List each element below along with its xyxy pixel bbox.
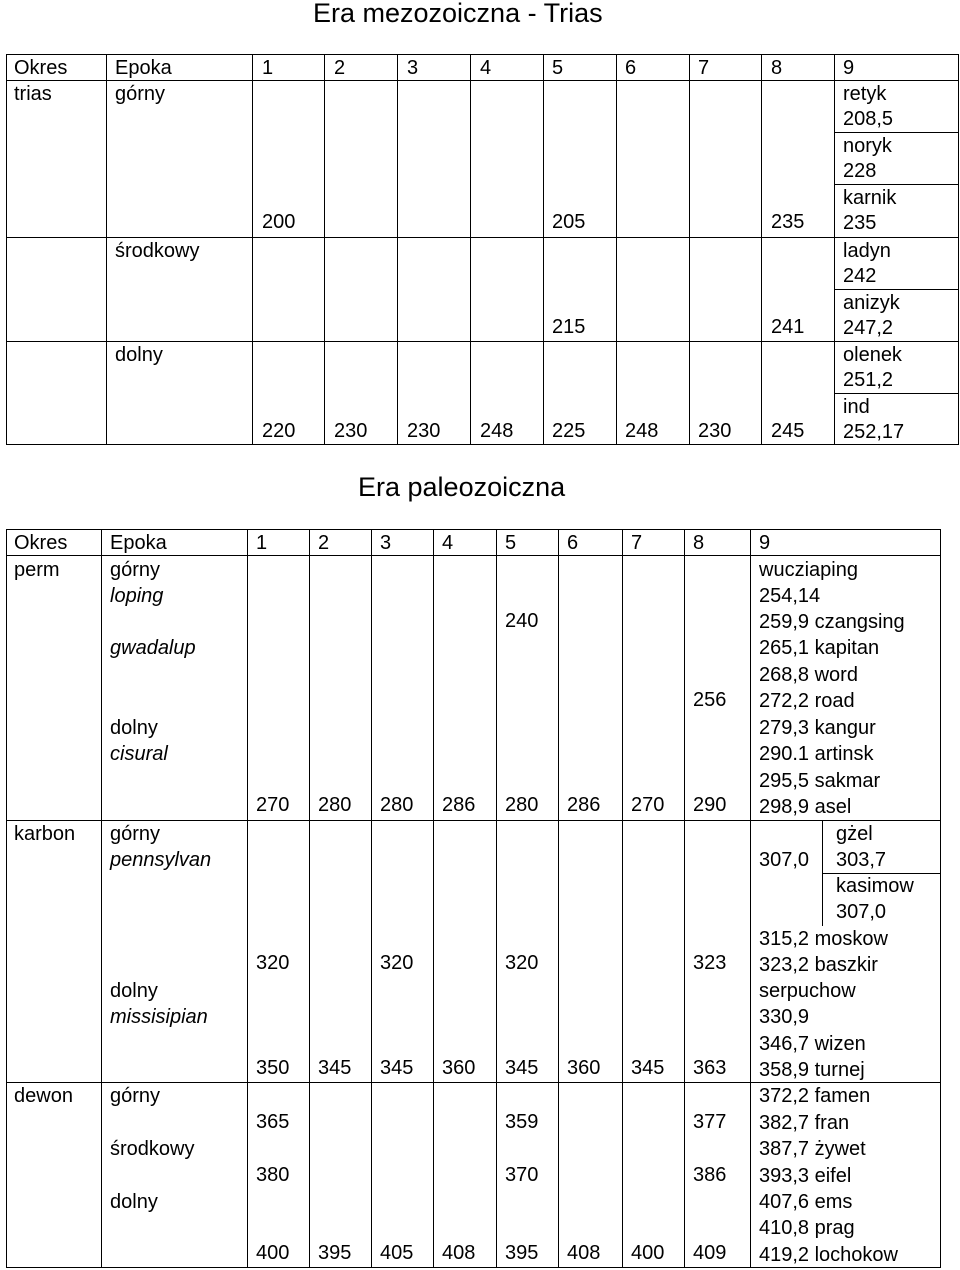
paleo-epoka: środkowy bbox=[110, 1138, 195, 1160]
paleo-stage: 298,9 asel bbox=[759, 796, 852, 818]
trias-value: 248 bbox=[480, 420, 514, 442]
paleo-value: 320 bbox=[256, 952, 290, 974]
paleo-header-8: 8 bbox=[693, 532, 705, 554]
paleo-epoka: dolny bbox=[110, 980, 158, 1002]
paleo-header-1: 1 bbox=[256, 532, 268, 554]
paleo-epoka-name: missisipian bbox=[110, 1006, 208, 1028]
trias-header-6: 6 bbox=[625, 57, 637, 79]
paleo-value: 280 bbox=[380, 794, 414, 816]
paleo-stage: 265,1 kapitan bbox=[759, 637, 880, 659]
trias-stage-name: olenek bbox=[843, 344, 902, 366]
trias-header-3: 3 bbox=[407, 57, 419, 79]
paleo-header-okres: Okres bbox=[14, 532, 68, 554]
trias-value: 245 bbox=[771, 420, 805, 442]
trias-value: 225 bbox=[552, 420, 586, 442]
paleo-value: 377 bbox=[693, 1111, 727, 1133]
paleo-okres-dewon: dewon bbox=[14, 1085, 73, 1107]
trias-stage-age: 208,5 bbox=[843, 108, 894, 130]
paleo-epoka-name: gwadalup bbox=[110, 637, 196, 659]
paleo-value: 395 bbox=[505, 1242, 539, 1264]
paleo-stage: 382,7 fran bbox=[759, 1112, 850, 1134]
paleo-stage: 315,2 moskow bbox=[759, 928, 888, 950]
paleo-value: 280 bbox=[505, 794, 539, 816]
trias-value: 230 bbox=[334, 420, 368, 442]
paleo-stage: 410,8 prag bbox=[759, 1217, 855, 1239]
paleo-value: 409 bbox=[693, 1242, 727, 1264]
trias-value: 220 bbox=[262, 420, 296, 442]
paleo-value: 320 bbox=[380, 952, 414, 974]
paleo-header-9: 9 bbox=[759, 532, 771, 554]
paleo-value: 323 bbox=[693, 952, 727, 974]
paleo-header-5: 5 bbox=[505, 532, 517, 554]
trias-epoka-srodkowy: środkowy bbox=[115, 240, 200, 262]
paleo-stage: 330,9 bbox=[759, 1006, 810, 1028]
paleo-value: 240 bbox=[505, 610, 539, 632]
trias-header-1: 1 bbox=[262, 57, 274, 79]
trias-header-okres: Okres bbox=[14, 57, 68, 79]
paleo-value: 286 bbox=[567, 794, 601, 816]
trias-header-epoka: Epoka bbox=[115, 57, 172, 79]
paleo-stage: 268,8 word bbox=[759, 664, 858, 686]
trias-stage-age: 247,2 bbox=[843, 317, 894, 339]
paleo-stage: 407,6 ems bbox=[759, 1191, 853, 1213]
paleo-header-2: 2 bbox=[318, 532, 330, 554]
paleo-stage: 279,3 kangur bbox=[759, 717, 876, 739]
paleo-epoka-name: loping bbox=[110, 585, 164, 607]
paleo-value: 360 bbox=[567, 1057, 601, 1079]
trias-okres: trias bbox=[14, 83, 52, 105]
trias-stage-age: 242 bbox=[843, 265, 877, 287]
paleo-stage: 387,7 żywet bbox=[759, 1138, 866, 1160]
paleo-stage: 419,2 lochokow bbox=[759, 1244, 898, 1266]
trias-header-9: 9 bbox=[843, 57, 855, 79]
trias-value: 205 bbox=[552, 211, 586, 233]
paleo-epoka: górny bbox=[110, 559, 161, 581]
trias-epoka-gorny: górny bbox=[115, 83, 166, 105]
trias-stage-name: anizyk bbox=[843, 292, 900, 314]
paleo-stage: 358,9 turnej bbox=[759, 1059, 865, 1081]
paleo-stage: 259,9 czangsing bbox=[759, 611, 905, 633]
paleo-value: 345 bbox=[505, 1057, 539, 1079]
trias-stage-age: 235 bbox=[843, 212, 877, 234]
trias-value: 230 bbox=[698, 420, 732, 442]
trias-header-5: 5 bbox=[552, 57, 564, 79]
trias-stage-age: 252,17 bbox=[843, 421, 905, 443]
trias-epoka-dolny: dolny bbox=[115, 344, 163, 366]
trias-stage-name: ladyn bbox=[843, 240, 891, 262]
paleo-stage: 372,2 famen bbox=[759, 1085, 871, 1107]
paleo-value: 408 bbox=[567, 1242, 601, 1264]
trias-value: 200 bbox=[262, 211, 296, 233]
paleo-value: 345 bbox=[380, 1057, 414, 1079]
paleo-okres-karbon: karbon bbox=[14, 823, 76, 845]
paleo-stage: kasimow bbox=[836, 875, 914, 897]
paleo-value: 256 bbox=[693, 689, 727, 711]
paleo-value: 395 bbox=[318, 1242, 352, 1264]
paleo-title: Era paleozoiczna bbox=[358, 472, 566, 502]
paleo-stage: wucziaping bbox=[759, 559, 858, 581]
paleo-stage: gżel bbox=[836, 823, 873, 845]
trias-header-7: 7 bbox=[698, 57, 710, 79]
paleo-value: 307,0 bbox=[759, 849, 810, 871]
paleo-value: 400 bbox=[631, 1242, 665, 1264]
paleo-epoka-name: pennsylvan bbox=[110, 849, 212, 871]
paleo-stage: 272,2 road bbox=[759, 690, 855, 712]
paleo-value: 350 bbox=[256, 1057, 290, 1079]
paleo-header-epoka: Epoka bbox=[110, 532, 167, 554]
paleo-stage: 307,0 bbox=[836, 901, 887, 923]
paleo-value: 320 bbox=[505, 952, 539, 974]
paleo-stage: 323,2 baszkir bbox=[759, 954, 878, 976]
trias-value: 248 bbox=[625, 420, 659, 442]
paleo-stage: serpuchow bbox=[759, 980, 856, 1002]
trias-header-2: 2 bbox=[334, 57, 346, 79]
paleo-stage: 254,14 bbox=[759, 585, 821, 607]
paleo-epoka: górny bbox=[110, 1085, 161, 1107]
trias-value: 230 bbox=[407, 420, 441, 442]
paleo-value: 380 bbox=[256, 1164, 290, 1186]
paleo-header-4: 4 bbox=[442, 532, 454, 554]
paleo-value: 270 bbox=[256, 794, 290, 816]
paleo-value: 359 bbox=[505, 1111, 539, 1133]
trias-title: Era mezozoiczna - Trias bbox=[313, 0, 603, 28]
paleo-value: 360 bbox=[442, 1057, 476, 1079]
paleo-stage: 303,7 bbox=[836, 849, 887, 871]
paleo-value: 270 bbox=[631, 794, 665, 816]
paleo-value: 400 bbox=[256, 1242, 290, 1264]
paleo-stage: 393,3 eifel bbox=[759, 1165, 852, 1187]
paleo-stage: 295,5 sakmar bbox=[759, 770, 881, 792]
trias-stage-name: noryk bbox=[843, 135, 892, 157]
paleo-value: 363 bbox=[693, 1057, 727, 1079]
paleo-value: 405 bbox=[380, 1242, 414, 1264]
trias-value: 215 bbox=[552, 316, 586, 338]
paleo-stage: 346,7 wizen bbox=[759, 1033, 866, 1055]
trias-stage-name: karnik bbox=[843, 187, 897, 209]
trias-stage-name: retyk bbox=[843, 83, 887, 105]
paleo-value: 365 bbox=[256, 1111, 290, 1133]
paleo-value: 345 bbox=[631, 1057, 665, 1079]
trias-value: 241 bbox=[771, 316, 805, 338]
paleo-value: 290 bbox=[693, 794, 727, 816]
paleo-value: 280 bbox=[318, 794, 352, 816]
paleo-header-6: 6 bbox=[567, 532, 579, 554]
paleo-value: 370 bbox=[505, 1164, 539, 1186]
paleo-header-7: 7 bbox=[631, 532, 643, 554]
paleo-epoka-name: cisural bbox=[110, 743, 168, 765]
paleo-okres-perm: perm bbox=[14, 559, 60, 581]
paleo-value: 286 bbox=[442, 794, 476, 816]
trias-stage-age: 251,2 bbox=[843, 369, 894, 391]
paleo-value: 386 bbox=[693, 1164, 727, 1186]
trias-stage-age: 228 bbox=[843, 160, 877, 182]
paleo-epoka: górny bbox=[110, 823, 161, 845]
paleo-epoka: dolny bbox=[110, 1191, 158, 1213]
trias-value: 235 bbox=[771, 211, 805, 233]
paleo-value: 345 bbox=[318, 1057, 352, 1079]
paleo-stage: 290.1 artinsk bbox=[759, 743, 874, 765]
trias-header-8: 8 bbox=[771, 57, 783, 79]
trias-header-4: 4 bbox=[480, 57, 492, 79]
paleo-epoka: dolny bbox=[110, 717, 158, 739]
paleo-header-3: 3 bbox=[380, 532, 392, 554]
paleo-value: 408 bbox=[442, 1242, 476, 1264]
trias-stage-name: ind bbox=[843, 396, 870, 418]
